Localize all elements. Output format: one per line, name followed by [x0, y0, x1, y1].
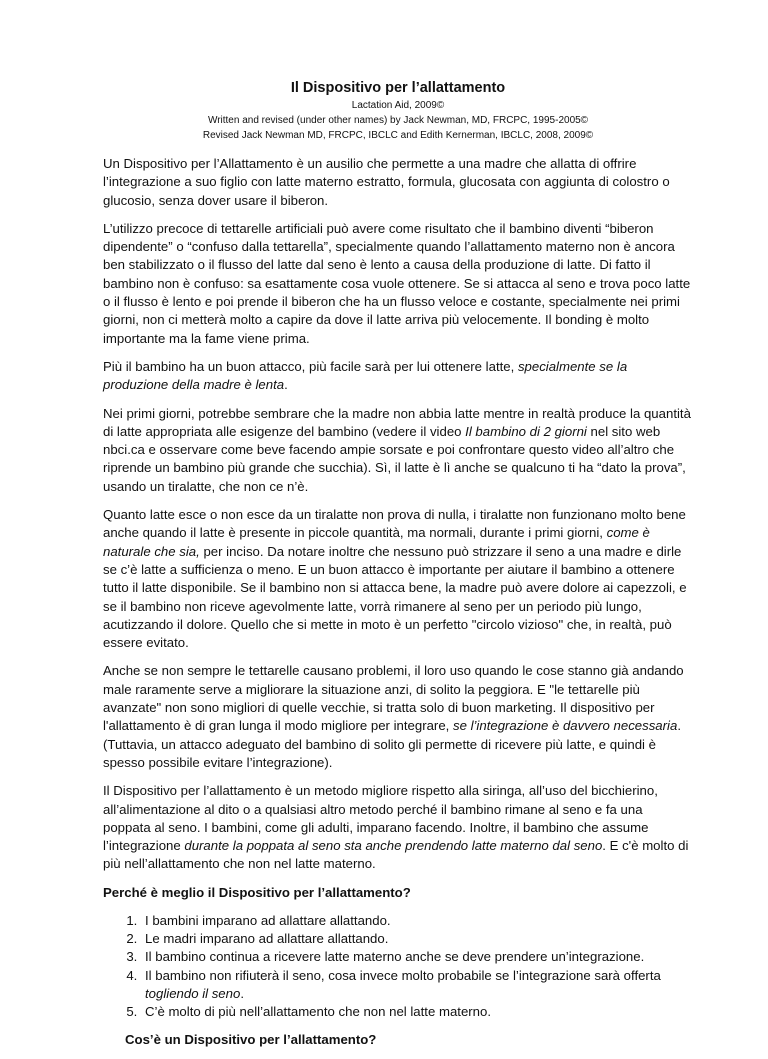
document-title: Il Dispositivo per l’allattamento [290, 80, 506, 96]
subtitle-lactation-aid: Lactation Aid, 2009© [351, 100, 445, 111]
list-item [141, 967, 693, 1004]
emphasis-text: specialmente se la produzione della madre è lenta [103, 358, 628, 393]
paragraph-good-latch [103, 358, 693, 395]
text-segment: Più il bambino ha un buon attacco, più facile sarà per lui ottenere latte, [103, 358, 518, 374]
text-segment: . E c'è molto di più nell’allattamento che non nel latte materno. [103, 838, 689, 872]
paragraph-intro: Un Dispositivo per l’Allattamento è un ausilio che permette a una madre che allatta di offrire l’integrazione a suo figlio con latte materno estratto, formula, glucosata con aggiunta di colostro o glucosio, senza dover usare il biberon. [103, 156, 670, 208]
list-item: 3. Il bambino continua a ricevere latte materno anche se deve prendere un’integrazione. [141, 948, 693, 966]
emphasis-text: come è naturale che sia, [103, 525, 650, 559]
emphasis-text: durante la poppata al seno sta anche prendendo latte materno dal seno [184, 838, 603, 854]
paragraph-teats-problems [103, 662, 693, 772]
text-segment: per inciso. Da notare inoltre che nessuno può strizzare il seno a una madre e dirle se c’è latte a sufficienza o meno. E un buon attacco è importante per aiutare il bambino a ottenere tutto il latte disponibile. Se il bambino non si attacca bene, la madre può avere dolore ai capezzoli, e se il bambino non riceve agevolmente latte, vorrà rimanere al seno per un periodo più lungo, acutizzando il dolore. Quello che si mette in moto è un perfetto "circolo vizioso" che, in realtà, può essere evitato. [103, 543, 687, 651]
list-item: 2. Le madri imparano ad allattare allattando. [141, 930, 693, 948]
text-segment: Il Dispositivo per l’allattamento è un metodo migliore rispetto alla siringa, all’uso del bicchierino, all’alimentazione al dito o a qualsiasi altro metodo perché il bambino rimane al seno e fa una poppata al seno. I bambini, come gli adulti, imparano facendo. Inoltre, il bambino che assume l’integrazione [103, 783, 658, 854]
text-segment: . [240, 985, 244, 1001]
document-header [103, 80, 693, 143]
text-segment: Quanto latte esce o non esce da un tiralatte non prova di nulla, i tiralatte non funzionano molto bene anche quando il latte è presente in piccole quantità, ma normali, durante i primi giorni, [103, 507, 686, 541]
list-item: 1. I bambini imparano ad allattare allattando. [141, 912, 693, 930]
section-heading-what-is: Cos’è un Dispositivo per l’allattamento? [125, 1032, 377, 1048]
emphasis-text: togliendo il seno [145, 985, 241, 1001]
reasons-list [103, 912, 693, 1022]
text-segment: . (Tuttavia, un attacco adeguato del bambino di solito gli permette di ricevere più latte, e quindi è spesso possibile evitare l’integrazione). [103, 718, 681, 770]
emphasis-text: se l’integrazione è davvero necessaria [452, 718, 678, 734]
video-title: Il bambino di 2 giorni [465, 423, 587, 439]
subtitle-revised-by: Revised Jack Newman MD, FRCPC, IBCLC and Edith Kernerman, IBCLC, 2008, 2009© [202, 130, 594, 141]
text-segment: . [284, 377, 288, 393]
paragraph-better-method [103, 782, 693, 873]
paragraph-first-days [103, 405, 693, 496]
text-segment: nel sito web nbci.ca e osservare come beve facendo ampie sorsate e poi confrontare questo video all’altro che riprende un bambino più grande che succhia). Sì, il latte è lì anche se qualcuno ti ha “dato la prova”, usando un tiralatte, che non ce n’è. [103, 423, 686, 494]
paragraph-artificial-teats: L’utilizzo precoce di tettarelle artificiali può avere come risultato che il bambino diventi “biberon dipendente” o “confuso dalla tettarella”, specialmente quando l’allattamento materno non è ancora ben stabilizzato o il flusso del latte dal seno è lento a causa della produzione di latte. Di fatto il bambino non è confuso: sa esattamente cosa vuole ottenere. Se si attacca al seno e trova poco latte o il flusso è lento e poi prende il biberon che ha un flusso veloce e costante, specialmente nei primi giorni, non ci metterà molto a capire da dove il latte arriva più velocemente. Il bonding è molto importante ma la fame viene prima. [103, 220, 691, 346]
text-segment: Il bambino non rifiuterà il seno, cosa invece molto probabile se l’integrazione sarà offerta [145, 967, 661, 983]
text-segment: Anche se non sempre le tettarelle causano problemi, il loro uso quando le cose stanno già andando male raramente serve a migliorare la situazione anzi, di solito la peggiora. E "le tettarelle più avanzate" non sono migliori di quelle vecchie, si tratta solo di buon marketing. Il dispositivo per l'allattamento è di gran lunga il modo migliore per integrare, [103, 663, 684, 734]
text-segment: Nei primi giorni, potrebbe sembrare che la madre non abbia latte mentre in realtà produce la quantità di latte appropriata alle esigenze del bambino (vedere il video [103, 405, 691, 439]
section-heading-why-better: Perché è meglio il Dispositivo per l’allattamento? [103, 884, 411, 900]
paragraph-breast-pump [103, 506, 693, 652]
document-page [103, 80, 693, 1059]
subtitle-written-by: Written and revised (under other names) by Jack Newman, MD, FRCPC, 1995-2005© [207, 115, 589, 126]
list-item: 5. C’è molto di più nell’allattamento che non nel latte materno. [141, 1003, 693, 1021]
